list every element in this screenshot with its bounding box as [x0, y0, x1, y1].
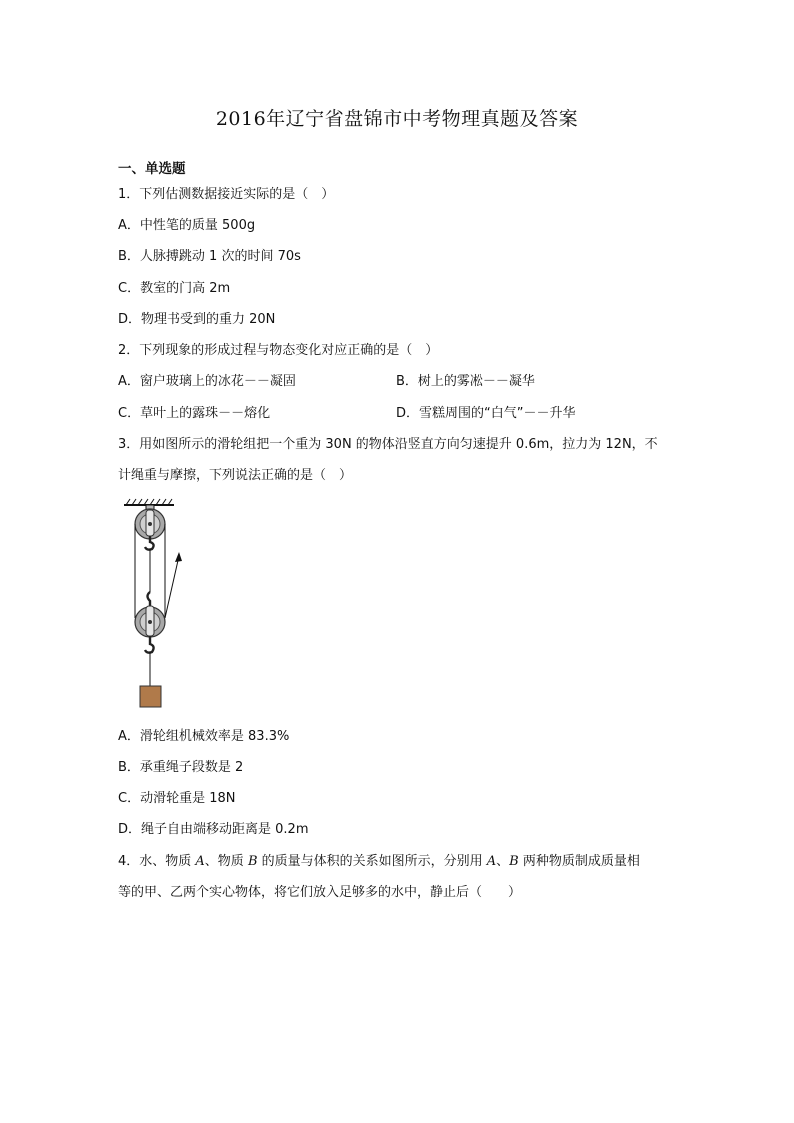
q4-var-a: A	[486, 854, 497, 869]
section-heading: 一、单选题	[118, 161, 186, 177]
q2-stem: 2．下列现象的形成过程与物态变化对应正确的是（ ）	[118, 343, 439, 358]
q2-option-d: D．雪糕周围的“白气”－－升华	[396, 406, 576, 421]
q4-text: 4．水、物质	[118, 854, 196, 869]
q2-option-c: C．草叶上的露珠－－熔化	[118, 406, 271, 421]
q3-option-d: D．绳子自由端移动距离是 0.2m	[118, 822, 309, 837]
load-block	[140, 652, 161, 707]
page-title: 2016年辽宁省盘锦市中考物理真题及答案	[215, 108, 579, 130]
fixed-pulley	[135, 505, 165, 550]
q4-text: 两种物质制成质量相	[518, 854, 640, 869]
q1-option-c: C．教室的门高 2m	[118, 281, 231, 296]
q3-option-b: B．承重绳子段数是 2	[118, 760, 244, 775]
q1-stem: 1．下列估测数据接近实际的是（ ）	[118, 187, 335, 202]
movable-pulley	[135, 592, 165, 653]
q4-text: 的质量与体积的关系如图所示，分别用	[257, 854, 487, 869]
q4-stem-line2: 等的甲、乙两个实心物体，将它们放入足够多的水中，静止后（ ）	[118, 885, 522, 900]
q4-text: 、物质	[204, 854, 248, 869]
q2-option-a: A．窗户玻璃上的冰花－－凝固	[118, 374, 296, 389]
q3-option-c: C．动滑轮重是 18N	[118, 791, 236, 806]
q1-option-b: B．人脉搏跳动 1 次的时间 70s	[118, 249, 301, 264]
q4-text: 、	[496, 854, 510, 869]
q4-var-a: A	[195, 854, 205, 869]
q2-option-b: B．树上的雾凇－－凝华	[396, 374, 535, 389]
q1-option-a: A．中性笔的质量 500g	[118, 218, 256, 233]
ropes	[135, 524, 182, 618]
pulley-figure	[118, 496, 208, 718]
q1-option-d: D．物理书受到的重力 20N	[118, 312, 276, 327]
ceiling-support	[124, 499, 174, 505]
q4-var-b: B	[509, 854, 519, 869]
q3-stem-line2: 计绳重与摩擦，下列说法正确的是（ ）	[118, 468, 353, 483]
q3-stem-line1: 3．用如图所示的滑轮组把一个重为 30N 的物体沿竖直方向匀速提升 0.6m，拉力为 12N，不	[118, 437, 658, 452]
q4-stem-line1	[118, 853, 640, 871]
q3-option-a: A．滑轮组机械效率是 83.3%	[118, 729, 290, 744]
q4-var-b: B	[247, 854, 258, 869]
